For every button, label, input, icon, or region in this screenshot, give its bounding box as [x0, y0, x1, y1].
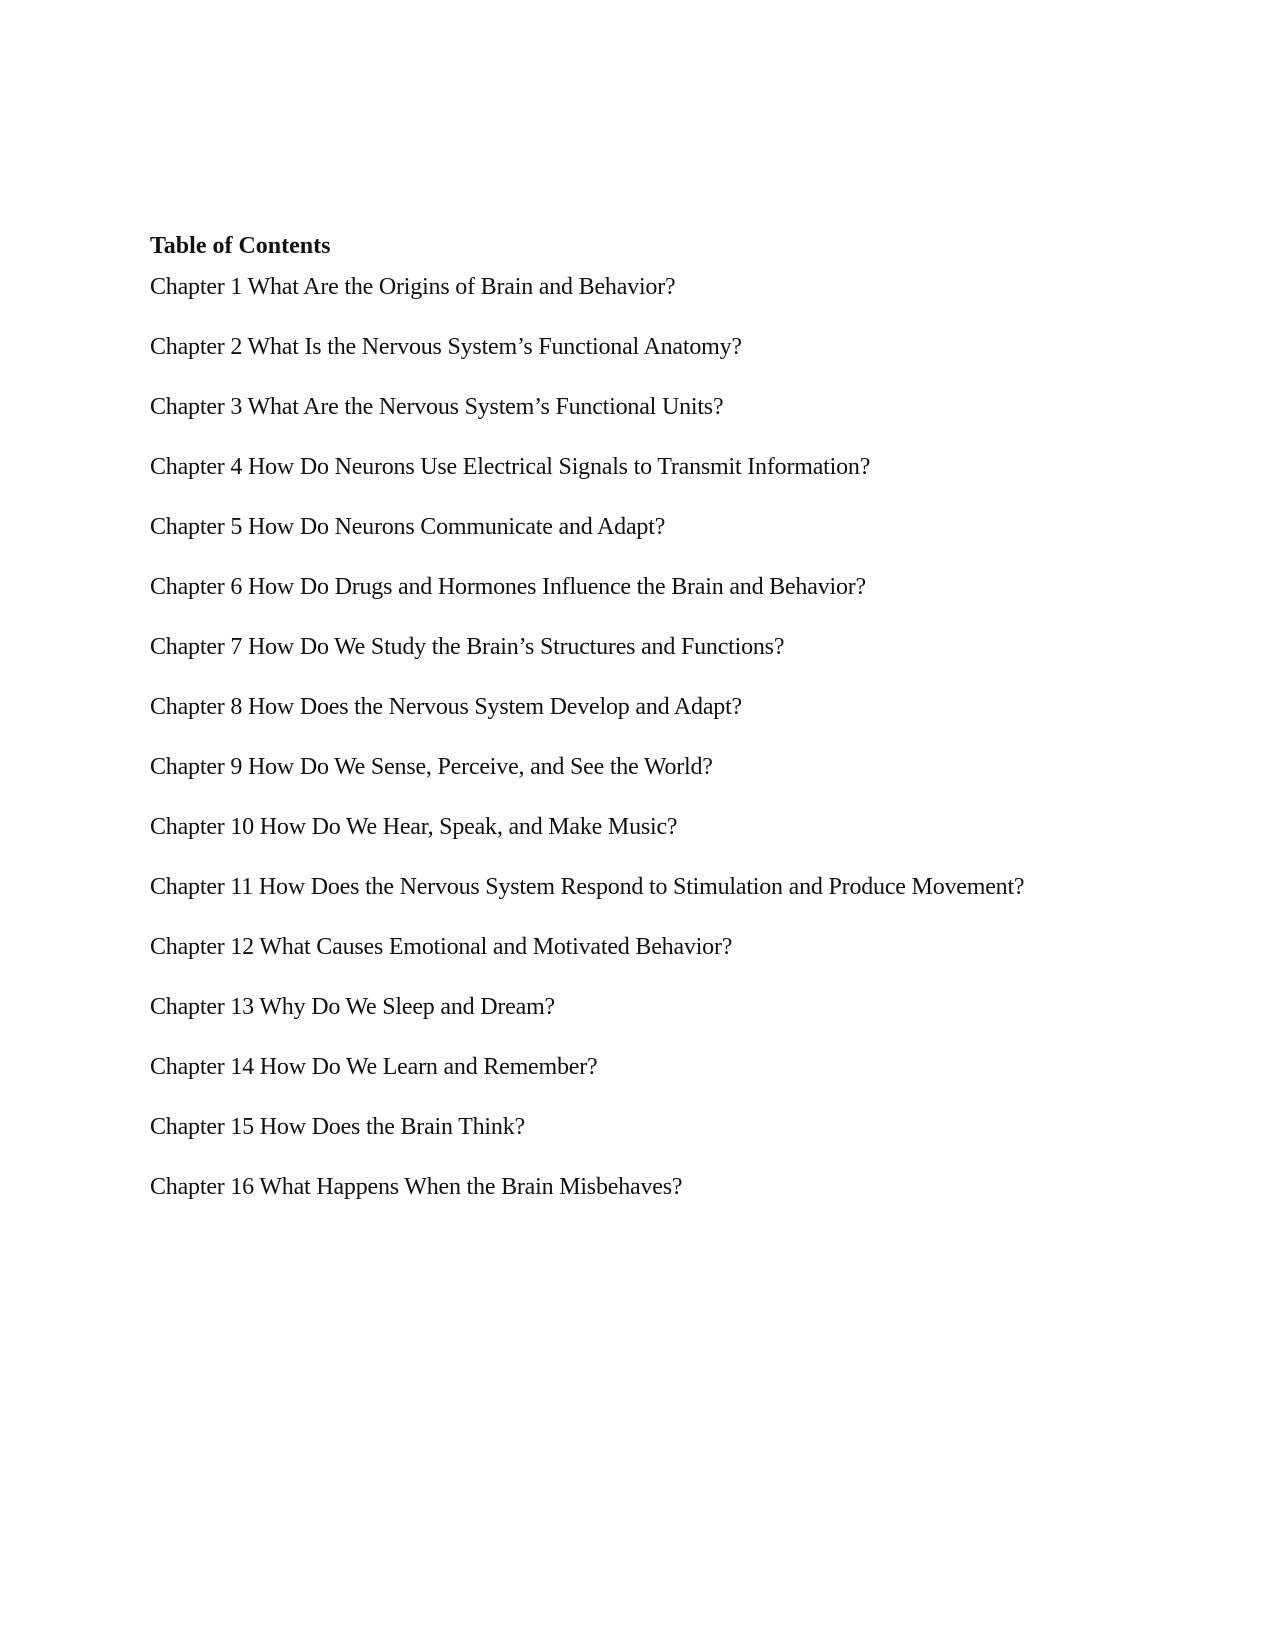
toc-entry-chapter-14: Chapter 14 How Do We Learn and Remember? [150, 1054, 598, 1080]
table-of-contents [150, 232, 1230, 1201]
toc-entry-chapter-10: Chapter 10 How Do We Hear, Speak, and Make Music? [150, 814, 678, 840]
toc-entry-chapter-16: Chapter 16 What Happens When the Brain Misbehaves? [150, 1174, 683, 1200]
toc-list [150, 273, 1230, 1201]
toc-entry-chapter-1: Chapter 1 What Are the Origins of Brain and Behavior? [150, 274, 676, 300]
toc-entry-chapter-5: Chapter 5 How Do Neurons Communicate and Adapt? [150, 514, 666, 540]
toc-entry-chapter-7: Chapter 7 How Do We Study the Brain’s Structures and Functions? [150, 634, 785, 660]
toc-entry-chapter-6: Chapter 6 How Do Drugs and Hormones Influence the Brain and Behavior? [150, 574, 866, 600]
toc-heading: Table of Contents [150, 233, 331, 259]
toc-entry-chapter-2: Chapter 2 What Is the Nervous System’s Functional Anatomy? [150, 334, 742, 360]
toc-entry-chapter-8: Chapter 8 How Does the Nervous System Develop and Adapt? [150, 694, 743, 720]
toc-entry-chapter-12: Chapter 12 What Causes Emotional and Motivated Behavior? [150, 934, 733, 960]
toc-entry-chapter-3: Chapter 3 What Are the Nervous System’s Functional Units? [150, 394, 724, 420]
toc-entry-chapter-13: Chapter 13 Why Do We Sleep and Dream? [150, 994, 555, 1020]
toc-entry-chapter-4: Chapter 4 How Do Neurons Use Electrical Signals to Transmit Information? [150, 454, 871, 480]
toc-entry-chapter-9: Chapter 9 How Do We Sense, Perceive, and See the World? [150, 754, 713, 780]
toc-entry-chapter-11: Chapter 11 How Does the Nervous System Respond to Stimulation and Produce Movement? [150, 874, 1025, 900]
toc-entry-chapter-15: Chapter 15 How Does the Brain Think? [150, 1114, 525, 1140]
